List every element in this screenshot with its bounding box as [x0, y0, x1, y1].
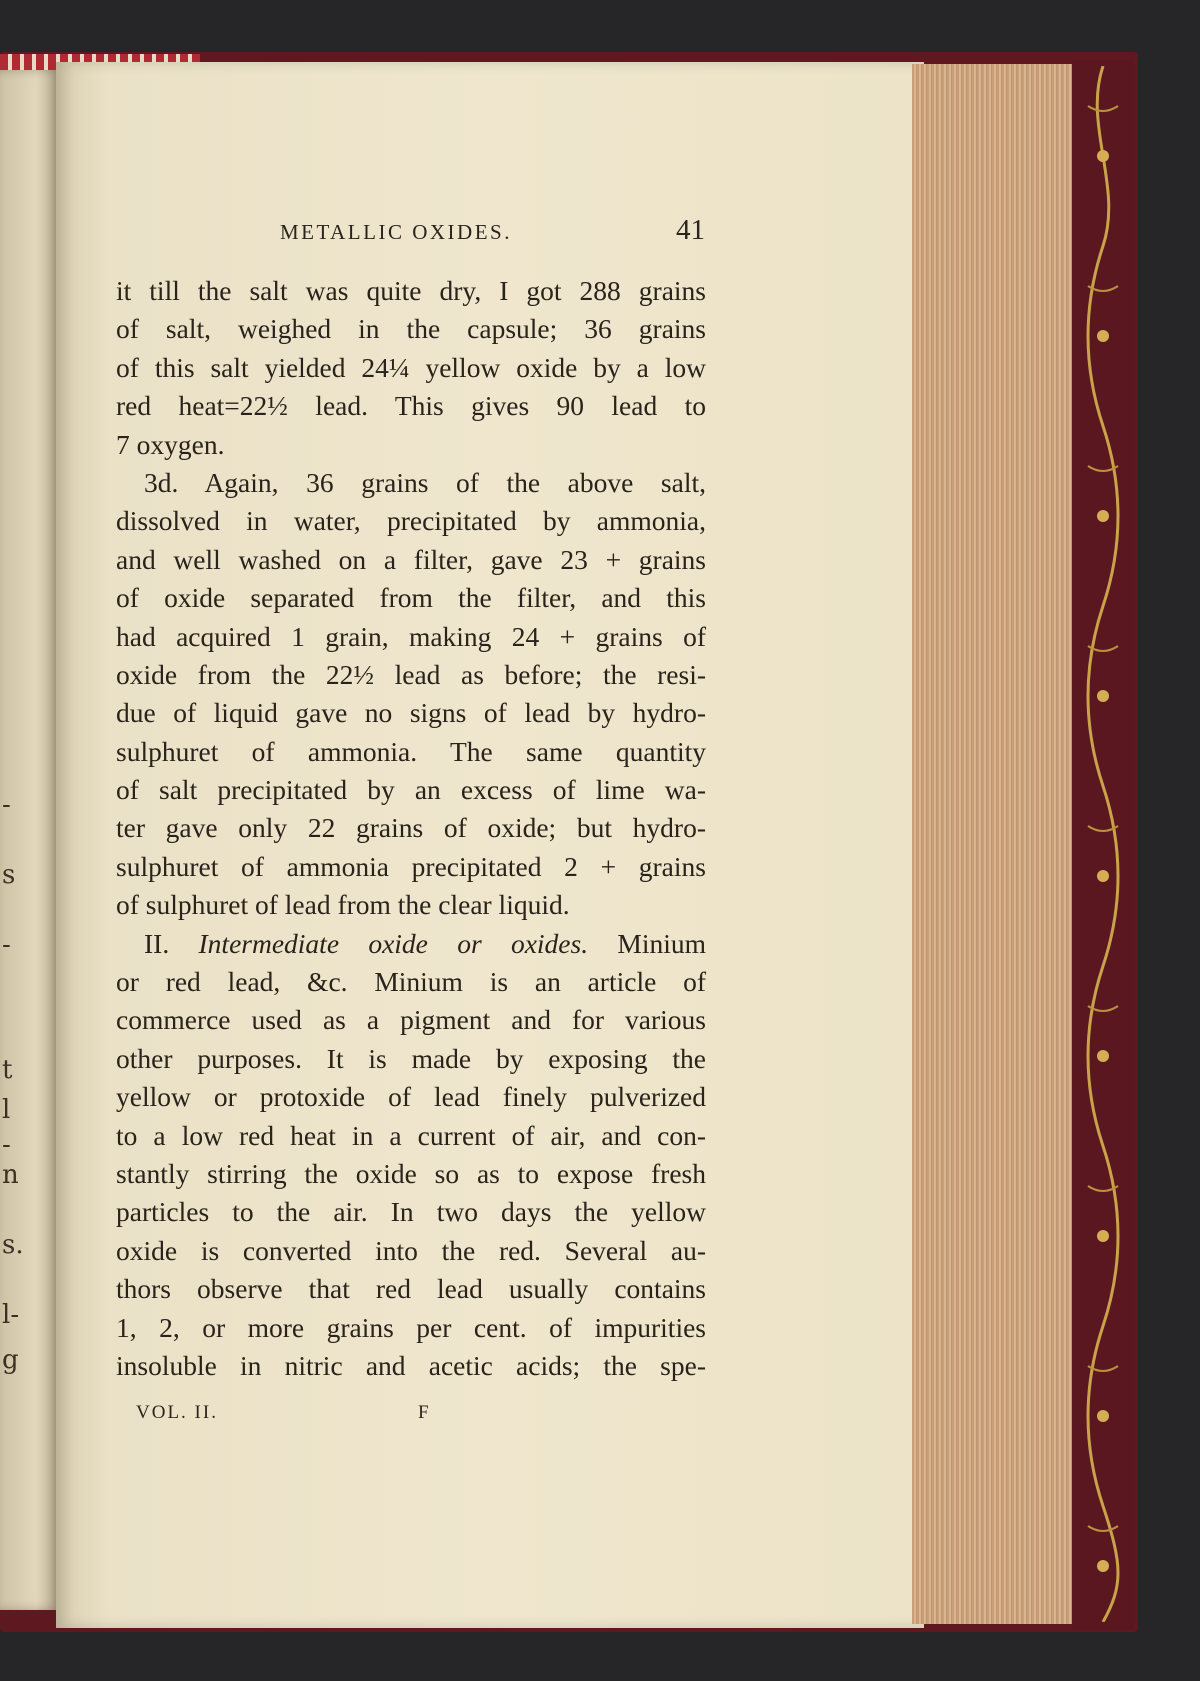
text-line: of oxide separated from the filter, and this	[116, 582, 706, 614]
text-line: insoluble in nitric and acetic acids; the spe-	[116, 1349, 706, 1381]
text-line: oxide from the 22½ lead as before; the resi-	[116, 658, 706, 690]
left-page-edge	[0, 70, 60, 1610]
running-head: METALLIC OXIDES.	[280, 220, 512, 244]
text-line: other purposes. It is made by exposing the	[116, 1042, 706, 1074]
section-number: II.	[144, 927, 170, 959]
text-line: and well washed on a filter, gave 23 + grains	[116, 543, 706, 575]
text-line: sulphuret of ammonia precipitated 2 + grains	[116, 850, 706, 882]
left-fragment: s.	[2, 1230, 24, 1260]
left-page-text-fragments	[0, 70, 60, 1610]
left-fragment: l	[2, 1095, 11, 1125]
page-fore-edge	[912, 64, 1072, 1624]
text-line: 3d. Again, 36 grains of the above salt,	[144, 466, 706, 498]
text-line: of salt, weighed in the capsule; 36 grains	[116, 313, 706, 345]
text-line: of sulphuret of lead from the clear liquid.	[116, 889, 570, 921]
text-line: ter gave only 22 grains of oxide; but hydro-	[116, 812, 706, 844]
text-line: thors observe that red lead usually contains	[116, 1273, 706, 1305]
left-fragment: n	[2, 1160, 19, 1190]
left-fragment: -	[2, 930, 11, 960]
text-line: had acquired 1 grain, making 24 + grains of	[116, 620, 706, 652]
text-line: of this salt yielded 24¼ yellow oxide by a low	[116, 351, 706, 383]
text-line: 7 oxygen.	[116, 428, 225, 460]
text-line: oxide is converted into the red. Several au-	[116, 1234, 706, 1266]
left-fragment: l-	[2, 1300, 20, 1330]
text-line: particles to the air. In two days the yellow	[116, 1196, 706, 1228]
text-line: yellow or protoxide of lead finely pulverized	[116, 1081, 706, 1113]
body-text	[116, 272, 706, 1385]
left-fragment: g	[2, 1345, 19, 1375]
text-line: of salt precipitated by an excess of lime wa-	[116, 774, 706, 806]
section-heading-line	[116, 925, 706, 963]
volume-signature: VOL. II.	[136, 1402, 218, 1423]
text-line: 1, 2, or more grains per cent. of impurities	[116, 1311, 706, 1343]
text-line: red heat=22½ lead. This gives 90 lead to	[116, 390, 706, 422]
section-title: Intermediate oxide or oxides.	[198, 927, 589, 959]
page-number: 41	[676, 214, 705, 246]
text-line: or red lead, &c. Minium is an article of	[116, 966, 706, 998]
text-line: dissolved in water, precipitated by ammonia,	[116, 505, 706, 537]
text-line: due of liquid gave no signs of lead by hydro-	[116, 697, 706, 729]
left-fragment: -	[2, 1130, 11, 1160]
text-line: it till the salt was quite dry, I got 288 grains	[116, 275, 706, 306]
gilt-cover-border	[1072, 60, 1134, 1630]
left-fragment: s	[2, 860, 16, 890]
text-line: stantly stirring the oxide so as to expose fresh	[116, 1157, 706, 1189]
text-line: commerce used as a pigment and for various	[116, 1004, 706, 1036]
signature-mark: F	[418, 1402, 431, 1423]
gilt-vine-ornament	[1078, 66, 1128, 1622]
left-fragment: t	[2, 1055, 13, 1085]
page-header	[280, 214, 705, 260]
text-line: sulphuret of ammonia. The same quantity	[116, 735, 706, 767]
section-line-text: Minium	[617, 927, 706, 959]
text-line: to a low red heat in a current of air, and con-	[116, 1119, 706, 1151]
left-fragment: -	[2, 790, 11, 820]
